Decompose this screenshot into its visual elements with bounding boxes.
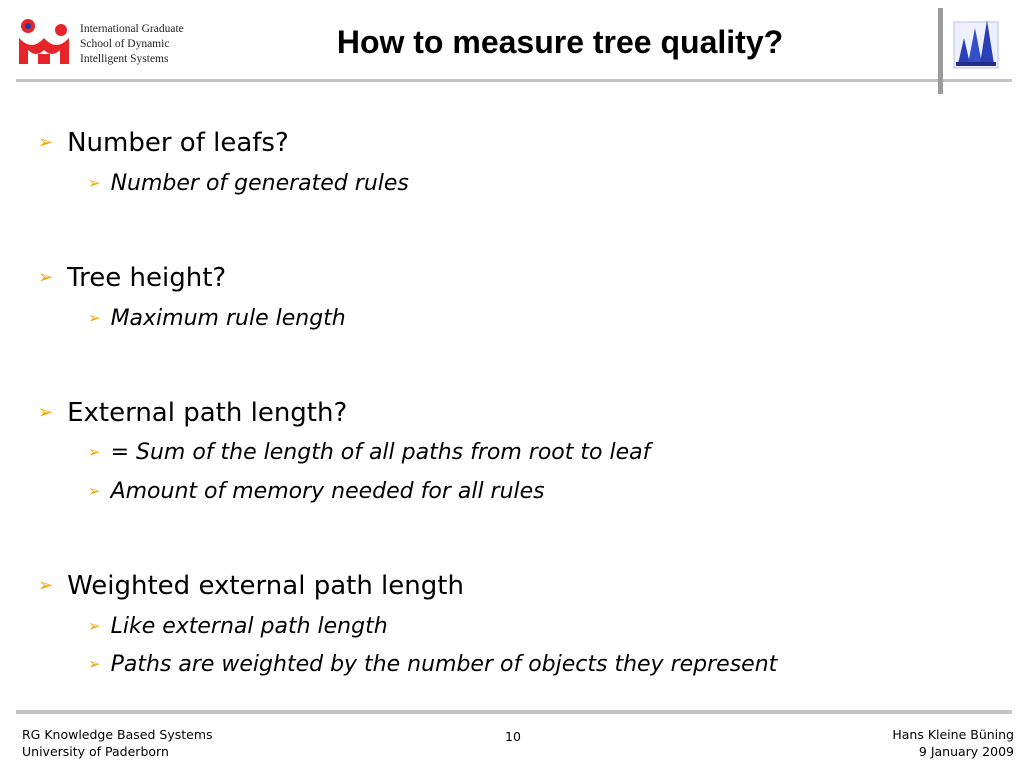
slide-title: How to measure tree quality? (336, 24, 784, 60)
footer-left (22, 726, 213, 760)
sub-bullet-text: Paths are weighted by the number of objects they represent (110, 652, 778, 677)
arrow-bullet-icon: ➢ (88, 443, 101, 461)
school-name-line-1: International Graduate (80, 23, 184, 35)
sub-bullet-item (88, 171, 409, 196)
sub-bullet-item (88, 479, 545, 504)
bullet-item (38, 398, 347, 428)
arrow-bullet-icon: ➢ (38, 132, 54, 153)
sub-bullet-text: = Sum of the length of all paths from root to leaf (110, 440, 651, 465)
arrow-bullet-icon: ➢ (88, 617, 101, 635)
sub-bullet-text: Like external path length (110, 614, 388, 639)
footer-divider (16, 710, 1012, 714)
sub-bullet-item (88, 440, 650, 465)
bullet-text: External path length? (67, 398, 348, 428)
sub-bullet-text: Amount of memory needed for all rules (110, 479, 545, 504)
footer-right (892, 726, 1014, 760)
arrow-bullet-icon: ➢ (88, 174, 101, 192)
arrow-bullet-icon: ➢ (38, 402, 54, 423)
bullet-text: Number of leafs? (67, 128, 289, 158)
bullet-text: Tree height? (67, 263, 227, 293)
arrow-bullet-icon: ➢ (38, 267, 54, 288)
footer-research-group: RG Knowledge Based Systems (22, 727, 213, 742)
sub-bullet-item (88, 306, 346, 331)
school-name-line-3: Intelligent Systems (80, 53, 169, 65)
arrow-bullet-icon: ➢ (88, 482, 101, 500)
bullet-item (38, 263, 226, 293)
footer-date: 9 January 2009 (918, 744, 1014, 759)
bullet-text: Weighted external path length (67, 571, 464, 601)
page-number: 10 (505, 729, 521, 744)
sub-bullet-text: Maximum rule length (110, 306, 346, 331)
school-name-line-2: School of Dynamic (80, 38, 170, 50)
arrow-bullet-icon: ➢ (88, 309, 101, 327)
footer-author: Hans Kleine Büning (892, 727, 1014, 742)
arrow-bullet-icon: ➢ (88, 655, 101, 673)
sub-bullet-item (88, 652, 777, 677)
bullet-item (38, 128, 289, 158)
bullet-item (38, 571, 464, 601)
arrow-bullet-icon: ➢ (38, 575, 54, 596)
sub-bullet-item (88, 614, 388, 639)
sub-bullet-text: Number of generated rules (110, 171, 409, 196)
footer-university: University of Paderborn (22, 744, 169, 759)
